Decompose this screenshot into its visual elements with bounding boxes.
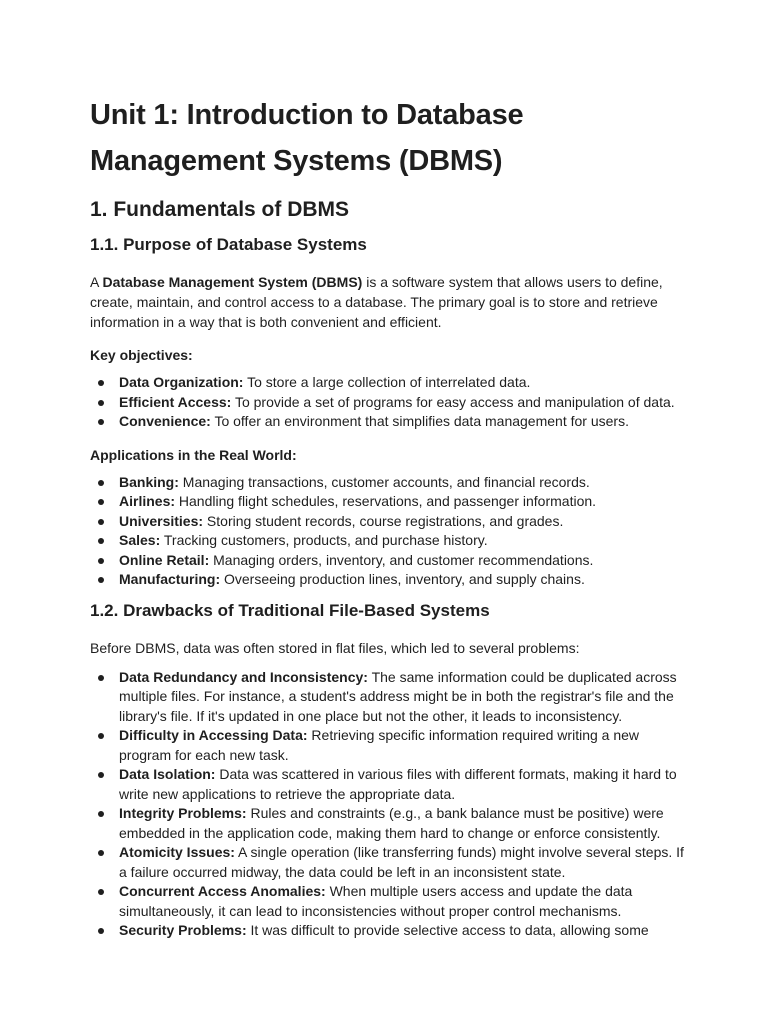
list-item-term: Manufacturing: [119,571,221,587]
problems-list [90,668,690,941]
list-item [90,765,690,804]
bullet-icon [98,577,104,583]
list-item [90,570,690,590]
list-item [90,726,690,765]
list-item [90,531,690,551]
list-item-term: Difficulty in Accessing Data: [119,727,308,743]
list-item-term: Security Problems: [119,922,247,938]
list-item-term: Concurrent Access Anomalies: [119,883,326,899]
list-item-term: Data Redundancy and Inconsistency: [119,668,368,685]
list-item-text: A single operation (like transferring funds) might involve several steps. If a failure occurred midway, the data could be left in an inconsistent state. [119,844,684,880]
intro-bold-term: Database Management System (DBMS) [102,274,363,290]
list-item-term: Data Isolation: [119,766,216,782]
list-item-text: Overseeing production lines, inventory, and supply chains. [220,571,585,587]
list-item-text: Rules and constraints (e.g., a bank balance must be positive) were embedded in the application code, making them hard to change or enforce consistently. [119,805,664,841]
bullet-icon [98,400,104,406]
bullet-icon [98,480,104,486]
list-item-text: Data was scattered in various files with different formats, making it hard to write new applications to retrieve the appropriate data. [119,766,677,802]
bullet-icon [98,675,104,681]
list-item-text: Managing orders, inventory, and customer recommendations. [209,551,594,568]
list-item [90,393,690,413]
list-item-text: Managing transactions, customer accounts, and financial records. [178,473,590,490]
bullet-icon [98,928,104,934]
list-item-text: To offer an environment that simplifies data management for users. [210,413,629,429]
subsection-heading-drawbacks: 1.2. Drawbacks of Traditional File-Based Systems [90,600,490,620]
key-objectives-label: Key objectives: [90,347,193,363]
list-item [90,843,690,882]
page-title: Unit 1: Introduction to Database Management Systems (DBMS) [90,99,524,177]
drawbacks-intro: Before DBMS, data was often stored in flat files, which led to several problems: [90,639,580,656]
list-item-text: Storing student records, course registrations, and grades. [203,512,564,529]
list-item [90,412,690,432]
applications-list [90,473,690,590]
intro-paragraph [90,272,690,332]
list-item-text: To provide a set of programs for easy access and manipulation of data. [231,393,675,410]
list-item-term: Airlines: [119,493,176,509]
list-item-term: Integrity Problems: [119,805,247,821]
bullet-icon [98,558,104,564]
list-item-term: Efficient Access: [119,393,232,410]
list-item-text: The same information could be duplicated across multiple files. For instance, a student's address might be in both the registrar's file and the library's file. If it's updated in one place but not the other, it leads to inconsistency. [119,668,677,724]
list-item-text: Tracking customers, products, and purchase history. [160,532,488,548]
intro-prefix: A [90,274,103,290]
list-item [90,668,690,727]
list-item [90,373,690,393]
list-item [90,882,690,921]
list-item-text: When multiple users access and update the data simultaneously, it can lead to inconsistencies without proper control mechanisms. [119,883,633,919]
list-item-text: To store a large collection of interrelated data. [243,374,531,390]
list-item-text: Retrieving specific information required writing a new program for each new task. [119,727,640,763]
subsection-heading-purpose: 1.1. Purpose of Database Systems [90,235,367,254]
bullet-icon [98,499,104,505]
list-item [90,492,690,512]
list-item-term: Atomicity Issues: [119,844,235,860]
document-content [90,92,690,941]
list-item-text: It was difficult to provide selective access to data, allowing some [246,922,649,938]
bullet-icon [98,889,104,895]
bullet-icon [98,538,104,544]
list-item-term: Online Retail: [119,551,210,568]
list-item-text: Handling flight schedules, reservations, and passenger information. [175,493,597,509]
key-objectives-list [90,373,690,432]
list-item [90,921,690,941]
bullet-icon [98,419,104,425]
list-item [90,804,690,843]
bullet-icon [98,850,104,856]
bullet-icon [98,811,104,817]
list-item-term: Universities: [119,512,204,529]
bullet-icon [98,519,104,525]
list-item-term: Data Organization: [119,374,244,390]
intro-suffix: is a software system that allows users to define, create, maintain, and control access to a database. The primary goal is to store and retrieve information in a way that is both convenient and efficient. [90,274,663,330]
section-heading-fundamentals: 1. Fundamentals of DBMS [90,198,350,221]
bullet-icon [98,772,104,778]
bullet-icon [98,380,104,386]
list-item [90,473,690,493]
list-item-term: Banking: [119,473,179,490]
list-item-term: Sales: [119,532,161,548]
list-item [90,512,690,532]
bullet-icon [98,733,104,739]
list-item-term: Convenience: [119,413,211,429]
list-item [90,551,690,571]
applications-label: Applications in the Real World: [90,446,297,463]
